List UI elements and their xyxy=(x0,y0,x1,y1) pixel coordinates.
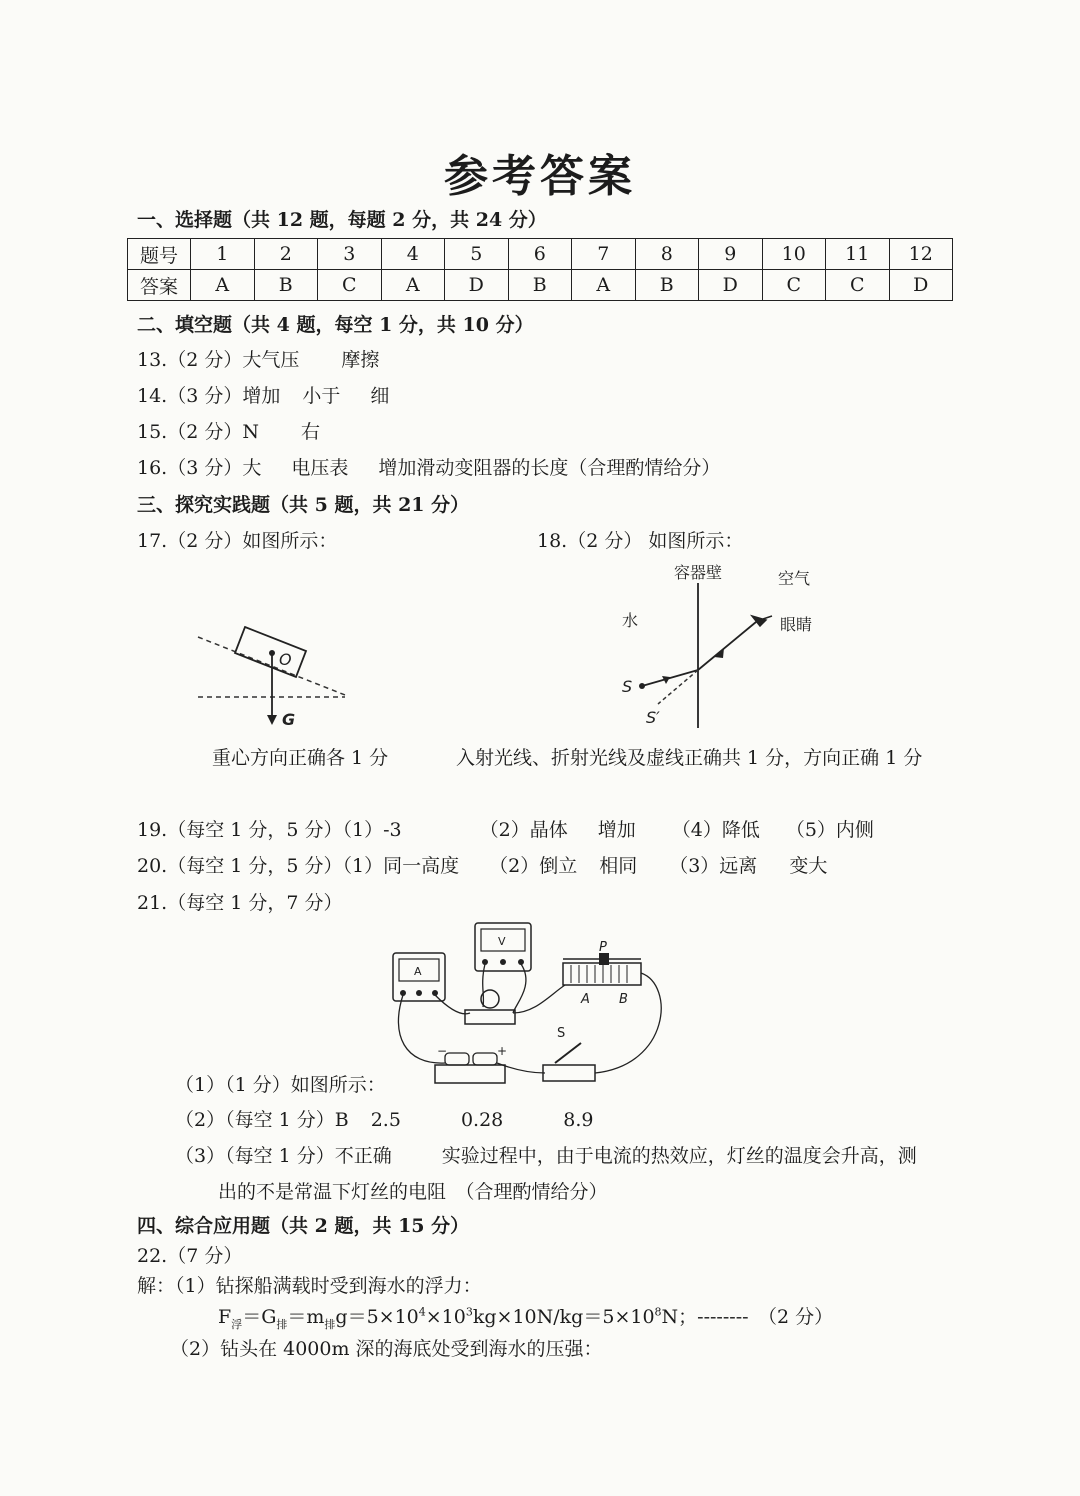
q21-circuit-diagram xyxy=(385,915,675,1090)
terminal xyxy=(416,990,422,996)
q-prefix: 20.（每空 1 分，5 分） xyxy=(137,855,343,877)
switch-lever xyxy=(555,1043,581,1063)
formula-part: F xyxy=(218,1306,232,1328)
answer-text: （3）（每空 1 分）不正确 xyxy=(175,1145,392,1167)
table-cell: C xyxy=(318,270,382,301)
answer-text: 增加 xyxy=(242,385,281,407)
answer-line-20 xyxy=(137,851,827,878)
table-cell: B xyxy=(254,270,318,301)
q21-part3-line2: 出的不是常温下灯丝的电阻 （合理酌情给分） xyxy=(218,1181,608,1203)
table-cell: C xyxy=(826,270,890,301)
refracted-ray xyxy=(698,622,756,670)
q-prefix: 13.（2 分） xyxy=(137,349,243,371)
table-cell: 10 xyxy=(762,239,826,270)
answer-text: 大 xyxy=(242,457,262,479)
formula-part: ＝G xyxy=(242,1306,277,1328)
answer-text: （2）倒立 xyxy=(489,855,578,877)
formula-sup: 3 xyxy=(465,1305,473,1319)
formula-sub: 排 xyxy=(324,1317,336,1331)
answer-text: 相同 xyxy=(599,855,638,877)
label-a: A xyxy=(581,992,590,1007)
answer-text: 细 xyxy=(370,385,390,407)
refracted-arrowhead xyxy=(714,648,724,658)
table-cell: C xyxy=(762,270,826,301)
answer-table xyxy=(127,238,953,301)
q17-diagram xyxy=(190,615,360,735)
formula-sup: 8 xyxy=(654,1305,662,1319)
formula-part: kg×10N/kg＝5×10 xyxy=(472,1306,655,1328)
answer-text: 电压表 xyxy=(291,457,349,479)
eye-icon xyxy=(752,616,772,626)
table-cell: D xyxy=(445,270,509,301)
q17-text: 17.（2 分）如图所示： xyxy=(137,530,338,552)
section3-heading: 三、探究实践题（共 5 题，共 21 分） xyxy=(137,494,470,516)
rheostat-body xyxy=(563,963,641,985)
battery-cell xyxy=(445,1053,469,1065)
formula-part: ×10 xyxy=(425,1306,466,1328)
table-cell: 9 xyxy=(699,239,763,270)
gravity-arrowhead xyxy=(267,715,277,725)
answer-text: （5）内侧 xyxy=(785,819,874,841)
table-cell: 4 xyxy=(381,239,445,270)
label-plus: + xyxy=(497,1044,508,1058)
label-s: S xyxy=(557,1026,566,1041)
q22-formula xyxy=(218,1302,833,1332)
answer-text: （3）远离 xyxy=(669,855,758,877)
q21-part3-line1 xyxy=(175,1141,917,1168)
terminal xyxy=(500,959,506,965)
label-s: S xyxy=(622,677,633,696)
answer-text: 实验过程中，由于电流的热效应，灯丝的温度会升高，测 xyxy=(441,1145,917,1167)
formula-part: ＝m xyxy=(287,1306,325,1328)
label-minus: − xyxy=(437,1044,448,1058)
table-cell: 11 xyxy=(826,239,890,270)
q18-diagram xyxy=(610,558,830,733)
table-cell: 题号 xyxy=(128,239,191,270)
table-cell: 6 xyxy=(508,239,572,270)
formula-sub: 浮 xyxy=(231,1317,243,1331)
answer-text: 大气压 xyxy=(242,349,300,371)
q18-text: 18.（2 分） 如图所示： xyxy=(537,530,744,552)
incident-ray xyxy=(642,670,698,686)
label-s-prime: S′ xyxy=(646,708,660,727)
formula-part: g＝5×10 xyxy=(335,1306,419,1328)
table-cell: 12 xyxy=(889,239,953,270)
answer-line-15 xyxy=(137,417,320,444)
answer-text: 右 xyxy=(300,421,320,443)
q18-note: 入射光线、折射光线及虚线正确共 1 分，方向正确 1 分 xyxy=(456,747,923,769)
section2-heading: 二、填空题（共 4 题，每空 1 分，共 10 分） xyxy=(137,314,534,336)
table-cell: 2 xyxy=(254,239,318,270)
label-o: O xyxy=(279,650,292,669)
answer-text: （2）晶体 xyxy=(479,819,568,841)
answer-text: （1）同一高度 xyxy=(342,855,460,877)
ammeter-label: A xyxy=(414,965,422,978)
table-cell: 8 xyxy=(635,239,699,270)
wire xyxy=(595,973,661,1073)
answer-text: （2）（每空 1 分）B xyxy=(175,1109,349,1131)
section1-heading: 一、选择题（共 12 题，每题 2 分，共 24 分） xyxy=(137,209,547,231)
formula-sub: 排 xyxy=(276,1317,288,1331)
table-cell: D xyxy=(699,270,763,301)
answer-text: 小于 xyxy=(302,385,341,407)
q21-part2 xyxy=(175,1105,593,1132)
answer-line-14 xyxy=(137,381,389,408)
q17-note: 重心方向正确各 1 分 xyxy=(212,747,389,769)
table-cell: 3 xyxy=(318,239,382,270)
table-cell: D xyxy=(889,270,953,301)
answer-line-21: 21.（每空 1 分，7 分） xyxy=(137,892,343,914)
answer-text: （1）-3 xyxy=(342,819,402,841)
q-prefix: 14.（3 分） xyxy=(137,385,243,407)
switch-base xyxy=(543,1065,595,1081)
table-cell: B xyxy=(508,270,572,301)
formula-sup: 4 xyxy=(418,1305,426,1319)
q22-line3: （2）钻头在 4000m 深的海底处受到海水的压强： xyxy=(170,1338,603,1360)
q-prefix: 16.（3 分） xyxy=(137,457,243,479)
q-prefix: 15.（2 分） xyxy=(137,421,243,443)
formula-part: N；-------- （2 分） xyxy=(661,1306,834,1328)
label-g: G xyxy=(282,710,296,729)
label-b: B xyxy=(619,992,628,1007)
label-wall: 容器壁 xyxy=(674,563,723,582)
table-cell: 7 xyxy=(572,239,636,270)
table-cell: 5 xyxy=(445,239,509,270)
section4-heading: 四、综合应用题（共 2 题，共 15 分） xyxy=(137,1215,470,1237)
table-cell: 答案 xyxy=(128,270,191,301)
answer-text: 8.9 xyxy=(563,1109,594,1131)
table-row xyxy=(128,239,953,270)
answer-line-19 xyxy=(137,815,874,842)
voltmeter-label: V xyxy=(498,935,506,948)
battery-base xyxy=(435,1065,505,1083)
table-cell: A xyxy=(381,270,445,301)
answer-text: 0.28 xyxy=(460,1109,504,1131)
label-p: P xyxy=(599,940,607,955)
table-cell: B xyxy=(635,270,699,301)
label-air: 空气 xyxy=(778,569,811,588)
answer-text: （4）降低 xyxy=(671,819,760,841)
label-water: 水 xyxy=(622,611,639,630)
table-cell: 1 xyxy=(191,239,255,270)
source-dot xyxy=(639,683,645,689)
table-row xyxy=(128,270,953,301)
battery-cell xyxy=(473,1053,497,1065)
q-prefix: 19.（每空 1 分，5 分） xyxy=(137,819,343,841)
q21-part1: （1）（1 分）如图所示： xyxy=(175,1074,386,1096)
answer-text: N xyxy=(242,421,259,443)
answer-text: 2.5 xyxy=(370,1109,401,1131)
answer-line-16 xyxy=(137,453,720,480)
label-eye: 眼睛 xyxy=(780,615,813,634)
q22-line1: 解：（1）钻探船满载时受到海水的浮力： xyxy=(137,1275,482,1297)
answer-text: 摩擦 xyxy=(341,349,380,371)
table-cell: A xyxy=(572,270,636,301)
answer-text: 增加 xyxy=(597,819,636,841)
table-cell: A xyxy=(191,270,255,301)
answer-text: 增加滑动变阻器的长度（合理酌情给分） xyxy=(378,457,721,479)
answer-text: 变大 xyxy=(789,855,828,877)
answer-line-13 xyxy=(137,345,379,372)
page-title: 参考答案 xyxy=(444,151,636,202)
q22-prefix: 22.（7 分） xyxy=(137,1245,243,1267)
lamp-base xyxy=(465,1010,515,1024)
